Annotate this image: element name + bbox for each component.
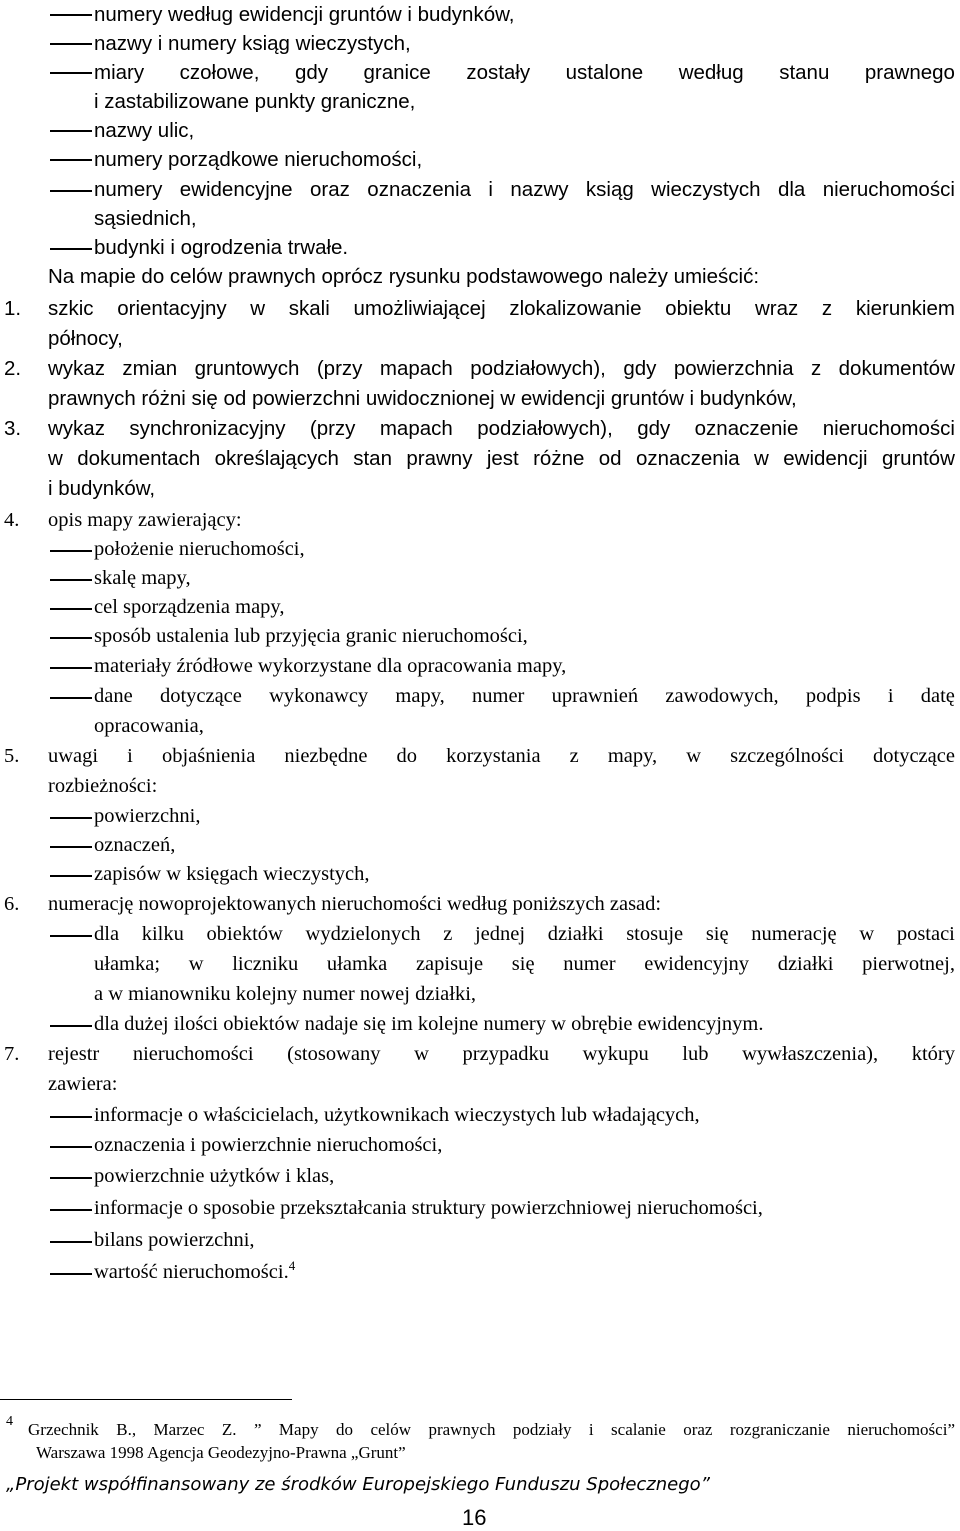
word: jednej bbox=[474, 923, 526, 945]
sub-item: sposób ustalenia lub przyjęcia granic nieruchomości, bbox=[94, 625, 528, 647]
numbered-item-continuation: północy, bbox=[48, 327, 123, 350]
sub-dash bbox=[50, 846, 92, 848]
sub-dash bbox=[50, 697, 92, 699]
word: mapach bbox=[379, 357, 453, 380]
word: dla bbox=[94, 923, 120, 945]
sub-dash bbox=[50, 1209, 92, 1211]
word: jest bbox=[486, 447, 519, 470]
word: synchronizacyjny bbox=[129, 417, 286, 440]
intro-paragraph: Na mapie do celów prawnych oprócz rysunku podstawowego należy umieścić: bbox=[48, 265, 760, 288]
list-dash bbox=[50, 248, 92, 250]
word: zostały bbox=[466, 61, 531, 84]
word: wykupu bbox=[582, 1043, 649, 1065]
sub-dash bbox=[50, 935, 92, 937]
sub-item-continuation: opracowania, bbox=[94, 715, 204, 737]
word: scalanie bbox=[611, 1420, 666, 1439]
word: stanu bbox=[779, 61, 830, 84]
word: niezbędne bbox=[284, 745, 368, 767]
sub-item: cel sporządzenia mapy, bbox=[94, 596, 285, 618]
word: dla bbox=[777, 178, 806, 201]
word: oznaczenie bbox=[694, 417, 799, 440]
word: kierunkiem bbox=[855, 297, 955, 320]
word: gdy bbox=[623, 357, 657, 380]
word: skali bbox=[288, 297, 330, 320]
footnote-separator bbox=[0, 1399, 292, 1400]
numbered-item bbox=[48, 1040, 955, 1069]
list-dash bbox=[50, 130, 92, 132]
word: w bbox=[250, 297, 266, 320]
word: podziałowych), bbox=[470, 357, 606, 380]
word: zlokalizowanie bbox=[509, 297, 642, 320]
word: liczniku bbox=[232, 953, 299, 975]
word: zmian bbox=[122, 357, 178, 380]
item-number: 1. bbox=[4, 297, 22, 320]
word: ułamka; bbox=[94, 953, 161, 975]
list-item: nazwy ulic, bbox=[94, 119, 195, 142]
word: w bbox=[754, 447, 769, 470]
word: (przy bbox=[309, 417, 356, 440]
word: (przy bbox=[316, 357, 363, 380]
word: ewidencyjny bbox=[644, 953, 750, 975]
word: dane bbox=[94, 685, 133, 707]
list-dash bbox=[50, 14, 92, 16]
word: wieczystych bbox=[651, 178, 761, 201]
word: obiektu bbox=[665, 297, 732, 320]
word: umożliwiającej bbox=[353, 297, 486, 320]
word: prawnego bbox=[864, 61, 955, 84]
word: dokumentów bbox=[838, 357, 955, 380]
word: szczególności bbox=[730, 745, 844, 767]
word: w bbox=[414, 1043, 429, 1065]
list-item bbox=[94, 175, 955, 204]
numbered-item-continuation: i budynków, bbox=[48, 477, 156, 500]
list-item: nazwy i numery ksiąg wieczystych, bbox=[94, 32, 411, 55]
sub-item bbox=[94, 1258, 295, 1287]
word: granice bbox=[363, 61, 431, 84]
list-item: numery według ewidencji gruntów i budynków, bbox=[94, 3, 515, 26]
sub-dash bbox=[50, 875, 92, 877]
word: podziały bbox=[512, 1420, 572, 1439]
word: się bbox=[705, 923, 729, 945]
numbered-item: opis mapy zawierający: bbox=[48, 509, 242, 531]
word: gruntów bbox=[881, 447, 955, 470]
word: ” bbox=[253, 1420, 262, 1439]
footnote-text bbox=[28, 1419, 955, 1441]
word: postaci bbox=[896, 923, 955, 945]
list-dash bbox=[50, 190, 92, 192]
list-dash bbox=[50, 72, 92, 74]
word: mapy, bbox=[607, 745, 658, 767]
word: w bbox=[48, 447, 63, 470]
sub-item: informacje o sposobie przekształcania struktury powierzchniowej nieruchomości, bbox=[94, 1197, 763, 1219]
item-number: 6. bbox=[4, 893, 20, 915]
sub-item: dla dużej ilości obiektów nadaje się im kolejne numery w obrębie ewidencyjnym. bbox=[94, 1013, 764, 1035]
project-funding-note: „Projekt współfinansowany ze środków Europejskiego Funduszu Społecznego” bbox=[6, 1474, 710, 1495]
word: Mapy bbox=[278, 1420, 319, 1439]
word: wraz bbox=[754, 297, 799, 320]
sub-dash bbox=[50, 1177, 92, 1179]
word: nazwy bbox=[510, 178, 569, 201]
sub-dash bbox=[50, 1116, 92, 1118]
word: nieruchomości bbox=[822, 178, 955, 201]
sub-item: powierzchni, bbox=[94, 805, 201, 827]
word: mapach bbox=[379, 417, 453, 440]
numbered-item-continuation: zawiera: bbox=[48, 1073, 118, 1095]
sub-dash bbox=[50, 608, 92, 610]
sub-item: oznaczeń, bbox=[94, 834, 176, 856]
word: rozgraniczanie bbox=[729, 1420, 830, 1439]
word: dokumentach bbox=[77, 447, 201, 470]
word: i bbox=[887, 685, 894, 707]
word: numerację bbox=[751, 923, 837, 945]
word: wykaz bbox=[48, 357, 105, 380]
sub-item-continuation: a w mianowniku kolejny numer nowej działki, bbox=[94, 983, 477, 1005]
word: rejestr bbox=[48, 1043, 100, 1065]
sub-item: oznaczenia i powierzchnie nieruchomości, bbox=[94, 1134, 443, 1156]
list-item: budynki i ogrodzenia trwałe. bbox=[94, 236, 349, 259]
word: stosuje bbox=[626, 923, 684, 945]
sub-item bbox=[94, 920, 955, 949]
word: do bbox=[396, 745, 418, 767]
word: podziałowych), bbox=[477, 417, 613, 440]
word: gdy bbox=[294, 61, 328, 84]
list-dash bbox=[50, 43, 92, 45]
word: szkic bbox=[48, 297, 94, 320]
word: od bbox=[598, 447, 622, 470]
sub-dash bbox=[50, 550, 92, 552]
item-number: 2. bbox=[4, 357, 22, 380]
footnote-reference[interactable]: 4 bbox=[288, 1258, 296, 1274]
word: Z. bbox=[221, 1420, 237, 1439]
word: do bbox=[336, 1420, 354, 1439]
sub-dash bbox=[50, 637, 92, 639]
page-number: 16 bbox=[462, 1505, 487, 1530]
word: obiektów bbox=[206, 923, 283, 945]
word: wywłaszczenia), bbox=[742, 1043, 879, 1065]
word: zapisuje bbox=[415, 953, 484, 975]
word: oraz bbox=[683, 1420, 713, 1439]
word: gruntowych bbox=[194, 357, 300, 380]
word: określających bbox=[214, 447, 339, 470]
item-number: 3. bbox=[4, 417, 22, 440]
word: objaśnienia bbox=[161, 745, 256, 767]
word: w bbox=[188, 953, 204, 975]
word: czołowe, bbox=[179, 61, 260, 84]
word: wydzielonych bbox=[305, 923, 421, 945]
sub-dash bbox=[50, 817, 92, 819]
word: Grzechnik bbox=[28, 1420, 99, 1439]
word: dotyczące bbox=[159, 685, 242, 707]
word: mapy, bbox=[395, 685, 445, 707]
list-dash bbox=[50, 159, 92, 161]
word: wykaz bbox=[48, 417, 105, 440]
footnote-mark: 4 bbox=[6, 1414, 13, 1429]
word: ustalone bbox=[565, 61, 644, 84]
word: z bbox=[821, 297, 833, 320]
word: różne bbox=[533, 447, 585, 470]
word: datę bbox=[920, 685, 955, 707]
word: zawodowych, bbox=[665, 685, 779, 707]
word: i bbox=[488, 178, 493, 201]
word: podpis bbox=[805, 685, 861, 707]
word: nieruchomości bbox=[822, 417, 955, 440]
sub-item-text: wartość nieruchomości. bbox=[94, 1261, 289, 1283]
sub-item: bilans powierzchni, bbox=[94, 1229, 255, 1251]
word: gdy bbox=[637, 417, 671, 440]
word: w bbox=[686, 745, 702, 767]
word: Marzec bbox=[153, 1420, 205, 1439]
word: korzystania bbox=[446, 745, 541, 767]
word: pierwotnej, bbox=[862, 953, 955, 975]
list-item-continuation: sąsiednich, bbox=[94, 207, 197, 230]
word: z bbox=[569, 745, 579, 767]
sub-item: skalę mapy, bbox=[94, 567, 191, 589]
word: działki bbox=[547, 923, 604, 945]
word: uwagi bbox=[48, 745, 99, 767]
sub-item: informacje o właścicielach, użytkownikach wieczystych lub władających, bbox=[94, 1104, 700, 1126]
word: kilku bbox=[141, 923, 184, 945]
numbered-item bbox=[48, 294, 955, 323]
word: oznaczenia bbox=[367, 178, 472, 201]
sub-dash bbox=[50, 579, 92, 581]
word: lub bbox=[682, 1043, 709, 1065]
word: i bbox=[588, 1420, 594, 1439]
sub-item: położenie nieruchomości, bbox=[94, 538, 305, 560]
numbered-item bbox=[48, 414, 955, 443]
word: ułamka bbox=[326, 953, 388, 975]
item-number: 5. bbox=[4, 745, 20, 767]
numbered-item: numerację nowoprojektowanych nieruchomości według poniższych zasad: bbox=[48, 893, 662, 915]
sub-dash bbox=[50, 1025, 92, 1027]
sub-item-continuation bbox=[94, 950, 955, 979]
word: prawny bbox=[406, 447, 473, 470]
word: (stosowany bbox=[287, 1043, 381, 1065]
sub-item: materiały źródłowe wykorzystane dla opracowania mapy, bbox=[94, 655, 567, 677]
word: działki bbox=[777, 953, 834, 975]
sub-item: powierzchnie użytków i klas, bbox=[94, 1165, 335, 1187]
word: miary bbox=[94, 61, 145, 84]
word: z bbox=[443, 923, 453, 945]
numbered-item bbox=[48, 354, 955, 383]
word: numer bbox=[472, 685, 525, 707]
numbered-item-continuation: prawnych różni się od powierzchni uwidocznionej w ewidencji gruntów i budynków, bbox=[48, 387, 797, 410]
word: orientacyjny bbox=[117, 297, 227, 320]
word: uprawnień bbox=[551, 685, 639, 707]
sub-dash bbox=[50, 1241, 92, 1243]
word: oznaczenia bbox=[635, 447, 740, 470]
word: nieruchomości” bbox=[847, 1420, 955, 1439]
word: numery bbox=[94, 178, 163, 201]
list-item: numery porządkowe nieruchomości, bbox=[94, 148, 423, 171]
list-item bbox=[94, 58, 955, 87]
item-number: 4. bbox=[4, 509, 20, 531]
word: wykonawcy bbox=[269, 685, 369, 707]
word: B., bbox=[116, 1420, 137, 1439]
sub-item bbox=[94, 682, 955, 711]
footnote-text-continuation: Warszawa 1998 Agencja Geodezyjno-Prawna „Grunt” bbox=[36, 1443, 406, 1462]
word: stan bbox=[353, 447, 392, 470]
sub-dash bbox=[50, 667, 92, 669]
word: powierzchnia bbox=[673, 357, 794, 380]
sub-dash bbox=[50, 1273, 92, 1275]
item-number: 7. bbox=[4, 1043, 20, 1065]
word: nieruchomości bbox=[132, 1043, 254, 1065]
numbered-item-continuation bbox=[48, 444, 955, 473]
word: celów bbox=[370, 1420, 412, 1439]
word: z bbox=[810, 357, 822, 380]
numbered-item-continuation: rozbieżności: bbox=[48, 775, 158, 797]
word: ewidencyjne bbox=[179, 178, 293, 201]
word: dotyczące bbox=[873, 745, 955, 767]
word: który bbox=[911, 1043, 955, 1065]
word: przypadku bbox=[462, 1043, 550, 1065]
list-item-continuation: i zastabilizowane punkty graniczne, bbox=[94, 90, 416, 113]
word: w bbox=[859, 923, 875, 945]
word: ksiąg bbox=[585, 178, 634, 201]
word: prawnych bbox=[428, 1420, 496, 1439]
sub-item: zapisów w księgach wieczystych, bbox=[94, 863, 370, 885]
numbered-item bbox=[48, 742, 955, 771]
word: się bbox=[511, 953, 535, 975]
word: numer bbox=[563, 953, 616, 975]
sub-dash bbox=[50, 1146, 92, 1148]
word: ewidencji bbox=[783, 447, 868, 470]
word: oraz bbox=[310, 178, 350, 201]
word: i bbox=[127, 745, 133, 767]
word: według bbox=[678, 61, 744, 84]
